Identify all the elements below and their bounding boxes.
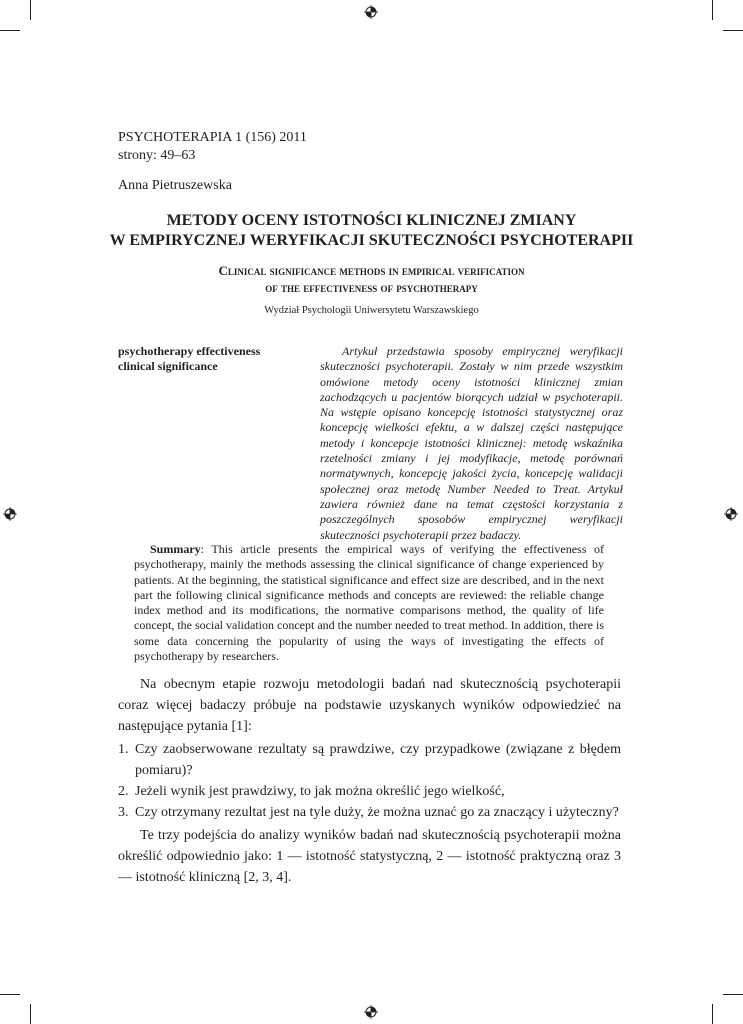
list-text: Czy zaobserwowane rezultaty są prawdziwe, czy przypadkowe (związane z błędem pomiaru)? <box>135 742 621 778</box>
author-name: Anna Pietruszewska <box>118 178 232 193</box>
crop-mark-bottom-right-v <box>712 1004 713 1024</box>
subtitle-line-2: of the effectiveness of psychotherapy <box>265 280 478 295</box>
crop-mark-bottom-right-h <box>723 994 743 995</box>
page-range: strony: 49–63 <box>118 148 196 163</box>
registration-mark-icon <box>3 507 17 521</box>
list-text: Jeżeli wynik jest prawdziwy, to jak można określić jego wielkość, <box>135 784 505 799</box>
subtitle-line-1: Clinical significance methods in empirical verification <box>218 263 525 278</box>
body-conclusion-paragraph: Te trzy podejścia do analizy wyników badań nad skutecznością psychoterapii można określić odpowiednio jako: 1 — istotność statystyczną, 2 — istotność praktyczną oraz 3 — istotność kliniczną [2, 3, 4]. <box>118 828 621 885</box>
keyword: psychotherapy effectiveness <box>118 344 261 358</box>
journal-title: PSYCHOTERAPIA 1 (156) 2011 <box>118 130 307 145</box>
registration-mark-icon <box>364 5 378 19</box>
title-line-2: W EMPIRYCZNEJ WERYFIKACJI SKUTECZNOŚCI PSYCHOTERAPII <box>109 232 634 249</box>
list-number: 3. <box>118 805 129 820</box>
list-number: 2. <box>118 784 129 799</box>
list-text: Czy otrzymany rezultat jest na tyle duży, że można uznać go za znaczący i użyteczny? <box>135 805 619 820</box>
list-number: 1. <box>118 742 129 757</box>
list-item <box>118 739 621 781</box>
summary <box>134 542 604 664</box>
list-item <box>118 802 621 823</box>
abstract-polish: Artykuł przedstawia sposoby empirycznej weryfikacji skuteczności psychoterapii. Zostały w nim przede wszystkim omówione metody oceny istotności klinicznej zmian zachodzących u pacjentów biorących udział w psychoterapii. Na wstępie opisano koncepcję istotności statystycznej oraz koncepcję wielkości efektu, a w dalszej części następujące metody i koncepcje istotności klinicznej: metodę wskaźnika rzetelności zmiany i jej modyfikacje, metodę porównań normatywnych, koncepcję jakości życia, koncepcję walidacji społecznej oraz metodę Number Needed to Treat. Artykuł zawiera również dane na temat częstości korzystania z poszczególnych sposobów empirycznej weryfikacji skuteczności psychoterapii przez badaczy. <box>320 344 623 542</box>
registration-mark-icon <box>364 1005 378 1019</box>
crop-mark-bottom-left-h <box>0 994 20 995</box>
article-title <box>60 211 683 251</box>
crop-mark-top-left-h <box>0 30 20 31</box>
crop-mark-bottom-left-v <box>30 1004 31 1024</box>
article-subtitle <box>60 262 683 296</box>
list-item <box>118 781 621 802</box>
body-intro-paragraph: Na obecnym etapie rozwoju metodologii badań nad skutecznością psychoterapii coraz więcej badaczy próbuje na podstawie uzyskanych wyników odpowiedzieć na następujące pytania [1]: <box>118 677 621 734</box>
keywords <box>118 344 260 374</box>
crop-mark-top-right-v <box>712 0 713 20</box>
question-list <box>118 739 621 823</box>
crop-mark-top-left-v <box>30 0 31 20</box>
summary-label: Summary <box>150 542 201 556</box>
registration-mark-icon <box>724 507 738 521</box>
keyword: clinical significance <box>118 359 218 373</box>
summary-text: : This article presents the empirical ways of verifying the effectiveness of psychotherapy, mainly the methods assessing the clinical significance of change experienced by patients. At the beginning, the statistical significance and effect size are described, and in the next part the following clinical significance methods and concepts are reviewed: the reliable change index method and its modifications, the normative comparisons method, the quality of life concept, the social validation concept and the number needed to treat method. In addition, there is some data concerning the popularity of using the ways of investigating the effects of psychotherapy by researchers. <box>134 542 604 664</box>
affiliation: Wydział Psychologii Uniwersytetu Warszawskiego <box>264 305 479 316</box>
crop-mark-top-right-h <box>723 30 743 31</box>
title-line-1: METODY OCENY ISTOTNOŚCI KLINICZNEJ ZMIANY <box>166 212 577 229</box>
